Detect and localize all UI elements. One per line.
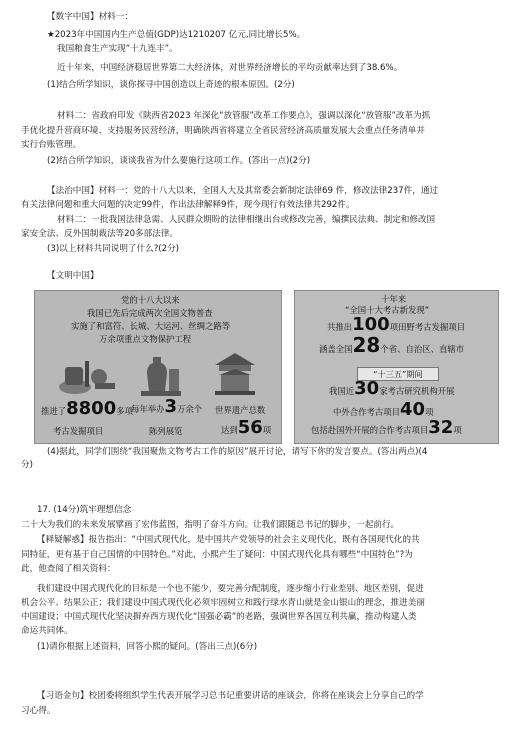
panel-right-line-1: 共推出100项田野考古发掘项目 [327,314,466,335]
panel-left-headline-1: 党的十八大以来 [121,295,180,305]
heritage-temple-icon [211,349,259,401]
question-4-line-1: (4)据此，同学们围绕“我国聚焦文物考古工作的原因”展开讨论，请写下你的发言要点。(答出两点)(4 [47,447,428,457]
stat-excavation-label: 考古发掘项目 [53,426,104,436]
material-2-line-3: 实行台账管理。 [21,140,82,150]
panel-left-headline-3: 实施了和富符、长城、大运河、丝绸之路等 [71,321,231,331]
panel-right-period-ribbon: “十三五”期间 [357,367,439,381]
panel-right-title-1: 十年来 [381,294,407,304]
stat-heritage-count: 达到56项 [221,417,272,438]
law-material-2-line-2: 家安全法、反外国制裁法等20多部法律。 [21,229,179,239]
q17-quotes-line-2: 习心得。 [21,706,56,716]
panel-right-line-3: 我国近30家考古研究机构开展 [329,378,455,399]
law-material-1-line-1: 【法治中国】材料一：党的十八大以来，全国人大及其常委会新制定法律69 件，修改法律237件，通过 [47,186,439,196]
q17-question-1: (1)请你根据上述资料，回答小熙的疑问。(答出三点)(6分) [37,642,258,652]
material-2-line-2: 手优化提升营商环境、支持服务民营经济，明确陕西省将建立全省民营经济高质量发展大会重点任务清单并 [21,126,425,136]
q17-material-line-3: 中国建设；中国式现代化坚决摒弃西方现代化“国强必霸”的老路，强调世界各国互利共赢，推动构建人类 [21,612,417,622]
panel-right-line-4: 中外合作考古项目40项 [333,399,434,420]
section-header-civilization: 【文明中国】 [47,271,99,281]
q17-material-line-1: 我们建设中国式现代化的目标是一个也不能少，要完善分配制度，逐步缩小行业差别、地区差别，促进 [37,584,424,594]
law-material-1-line-2: 有关法律问题和重大问题的决定99件，作出法律解释9件，现今现行有效法律共292件。 [21,200,355,210]
panel-right-title-2: “全国十大考古新发现” [345,305,430,315]
q17-quotes-line-1: 【习语金句】校团委将组织学生代表开展学习总书记重要讲话的座谈会，你将在座谈会上分享自己的学 [37,691,424,701]
question-17-intro: 二十大为我们的未来发展擘画了宏伟蓝图，指明了奋斗方向。让我们跟随总书记的脚步，一起前行。 [21,520,400,530]
growth-statement: 近十年来，中国经济稳居世界第二大经济体，对世界经济增长的平均贡献率达到了38.6%。 [57,63,403,73]
stat-exhibitions-label: 陈列展览 [149,426,183,436]
material-2-line-1: 材料二：省政府印发《陕西省2023 年深化“放管服”改革工作要点》，强调以深化“放管服”改革为抓 [57,111,431,121]
q17-material-line-2: 机会公平、结果公正；我们建设中国式现代化必须牢固树立和践行绿水青山就是金山银山的理念，推进美丽 [21,598,425,608]
exhibition-vase-icon [139,351,183,401]
gdp-statement: ★2023年中国国内生产总值(GDP)达1210207 亿元,同比增长5%。 [47,30,306,40]
excavation-icon [55,353,119,401]
question-2: (2)结合所学知识，谈谈我省为什么要施行这项工作。(答出一点)(2分) [47,156,311,166]
question-17-title: 17. (14分)筑牢理想信念 [37,505,132,515]
section-header-digital-china: 【数字中国】材料一： [47,12,133,22]
cultural-relics-infographic [34,290,282,444]
law-material-2-line-1: 材料二：一批我国法律急需、人民群众期盼的法律相继出台或修改完善，编撰民法典、制定和修改国 [57,215,436,225]
q17-material-line-4: 命运共同体。 [21,626,73,636]
stat-excavation-count: 推进了8800多项 [41,398,133,419]
grain-statement: 我国粮食生产实现“十九连丰”。 [57,44,178,54]
panel-right-line-5: 包括赴国外开展的合作考古项目32项 [311,417,462,438]
q17-explanation-line-2: 同特征，更有基于自己国情的中国特色。”对此，小熙产生了疑问：中国式现代化具有哪些“中国特色”?为 [21,550,413,560]
panel-left-headline-4: 万余项重点文物保护工程 [99,334,192,344]
question-3: (3)以上材料共同说明了什么?(2分) [47,244,180,254]
question-1: (1)结合所学知识，谈你探寻中国创造以上奇迹的根本原因。(2分) [47,80,295,90]
archaeology-discoveries-infographic [294,290,499,444]
q17-explanation-line-3: 此，他查阅了相关资料： [21,564,116,574]
stat-exhibitions-count: 每年举办3万余个 [131,396,203,417]
q17-explanation-line-1: 【释疑解惑】报告指出：“中国式现代化，是中国共产党领导的社会主义现代化，既有各国现代化的共 [37,535,420,545]
panel-right-line-2: 涵盖全国28个省、自治区、直辖市 [319,333,465,357]
panel-left-headline-2: 我国已先后完成两次全国文物普查 [87,308,213,318]
stat-heritage-label: 世界遗产总数 [215,405,266,415]
question-4-line-2: 分) [21,460,33,470]
